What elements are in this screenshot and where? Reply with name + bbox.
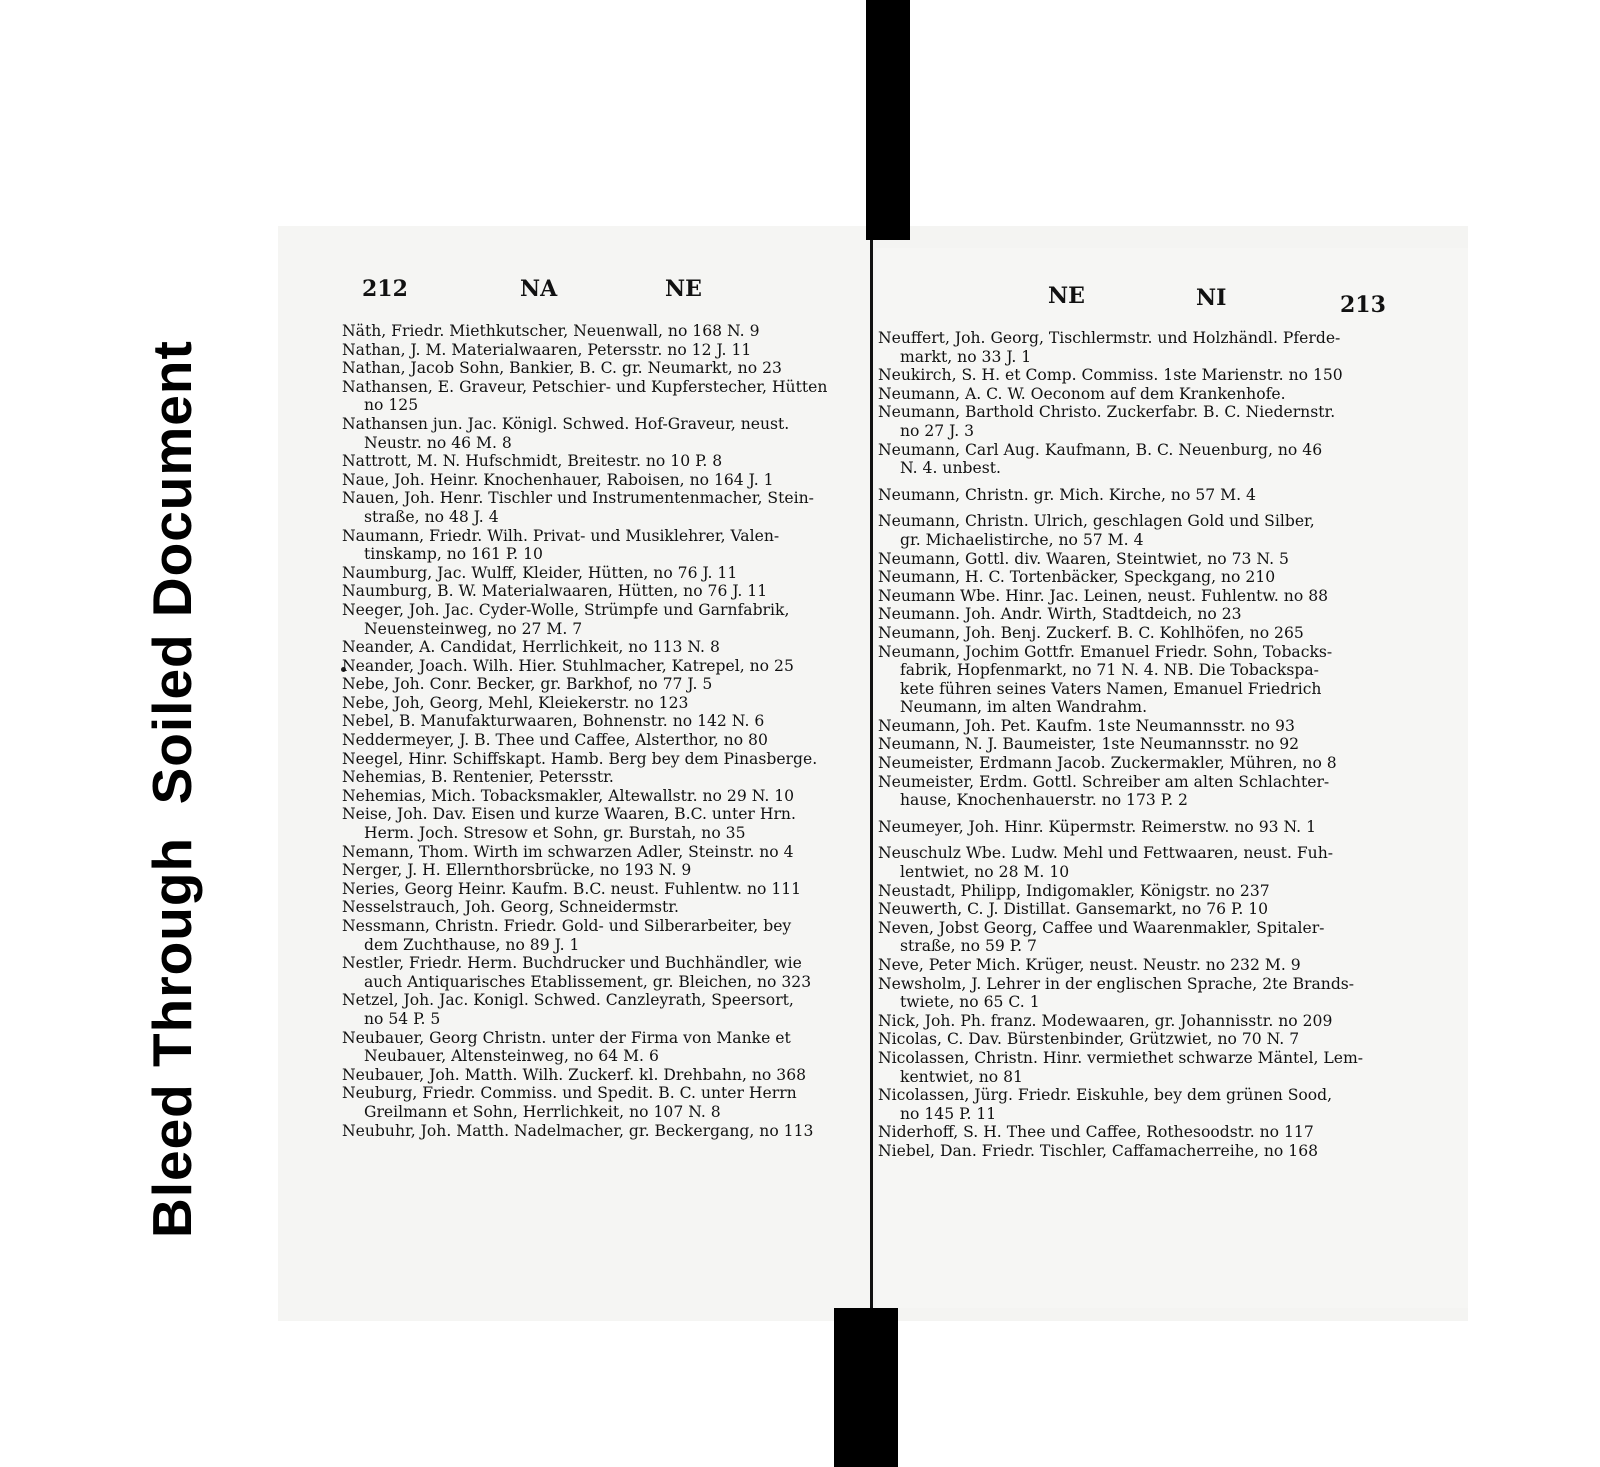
directory-entry (878, 605, 1398, 624)
entry-line: Neubauer, Georg Christn. unter der Firma von Manke et (342, 1028, 791, 1047)
entry-continuation: lentwiet, no 28 M. 10 (900, 863, 1070, 882)
directory-entry (342, 1122, 857, 1141)
directory-entry (342, 341, 857, 360)
entry-line: Neumann Wbe. Hinr. Jac. Leinen, neust. Fuhlentw. no 88 (878, 586, 1329, 605)
entry-line: Nestler, Friedr. Herm. Buchdrucker und Buchhändler, wie (342, 954, 802, 973)
entry-line: Nicolassen, Jürg. Friedr. Eiskuhle, bey dem grünen Sood, (878, 1086, 1333, 1105)
left-directory-column (342, 322, 857, 1140)
entry-continuation: N. 4. unbest. (900, 459, 1001, 478)
entry-line: Neumann, Christn. gr. Mich. Kirche, no 57 M. 4 (878, 485, 1256, 504)
entry-continuation: gr. Michaelistirche, no 57 M. 4 (900, 530, 1144, 549)
right-header-ni: NI (1196, 285, 1227, 311)
entry-line: Neuwerth, C. J. Distillat. Gansemarkt, no 76 P. 10 (878, 900, 1269, 919)
directory-entry (342, 322, 857, 341)
entry-continuation: tinskamp, no 161 P. 10 (364, 545, 543, 564)
entry-continuation: Neustr. no 46 M. 8 (364, 433, 512, 452)
entry-line: Neumann, Joh. Pet. Kaufm. 1ste Neumannsstr. no 93 (878, 716, 1295, 735)
entry-continuation: Greilmann et Sohn, Herrlichkeit, no 107 N. 8 (364, 1102, 721, 1121)
entry-line: Neries, Georg Heinr. Kaufm. B.C. neust. Fuhlentw. no 111 (342, 879, 802, 898)
entry-line: Neven, Jobst Georg, Caffee und Waarenmakler, Spitaler- (878, 918, 1325, 937)
directory-entry (878, 587, 1398, 606)
directory-entry (342, 880, 857, 899)
directory-entry (878, 900, 1398, 919)
left-page-number: 212 (362, 276, 408, 302)
top-clamp (866, 0, 910, 240)
directory-entry (878, 1142, 1398, 1161)
directory-entry (342, 489, 857, 526)
entry-line: Neumann, A. C. W. Oeconom auf dem Krankenhofe. (878, 384, 1286, 403)
directory-entry (878, 818, 1398, 837)
directory-entry (878, 844, 1398, 881)
entry-line: Neumann, Joh. Benj. Zuckerf. B. C. Kohlhöfen, no 265 (878, 623, 1304, 642)
entry-continuation: hause, Knochenhauerstr. no 173 P. 2 (900, 791, 1188, 810)
entry-line: Nesselstrauch, Joh. Georg, Schneidermstr. (342, 898, 680, 917)
entry-line: Naumburg, Jac. Wulff, Kleider, Hütten, no 76 J. 11 (342, 563, 738, 582)
entry-line: Neander, Joach. Wilh. Hier. Stuhlmacher, Katrepel, no 25 (342, 656, 794, 675)
directory-entry (878, 956, 1398, 975)
entry-line: Netzel, Joh. Jac. Konigl. Schwed. Canzleyrath, Speersort, (342, 991, 794, 1010)
entry-line: Neumann, H. C. Tortenbäcker, Speckgang, no 210 (878, 568, 1276, 587)
directory-entry (878, 919, 1398, 956)
directory-entry (342, 750, 857, 769)
entry-line: Neise, Joh. Dav. Eisen und kurze Waaren, B.C. unter Hrn. (342, 805, 796, 824)
directory-entry (878, 403, 1398, 440)
entry-line: Neukirch, S. H. et Comp. Commiss. 1ste Marienstr. no 150 (878, 366, 1343, 385)
directory-entry (878, 717, 1398, 736)
entry-line: Nicolassen, Christn. Hinr. vermiethet schwarze Mäntel, Lem- (878, 1048, 1364, 1067)
directory-entry (342, 954, 857, 991)
directory-entry (342, 768, 857, 787)
entry-line: Neumeyer, Joh. Hinr. Küpermstr. Reimerstw. no 93 N. 1 (878, 817, 1316, 836)
directory-entry (342, 638, 857, 657)
directory-entry (342, 712, 857, 731)
directory-entry (342, 787, 857, 806)
directory-entry (342, 805, 857, 842)
entry-line: Nicolas, C. Dav. Bürstenbinder, Grützwiet, no 70 N. 7 (878, 1030, 1300, 1049)
entry-continuation: fabrik, Hopfenmarkt, no 71 N. 4. NB. Die Tobackspa- (900, 661, 1319, 680)
directory-entry (342, 601, 857, 638)
entry-line: Neve, Peter Mich. Krüger, neust. Neustr. no 232 M. 9 (878, 956, 1301, 974)
directory-entry (342, 564, 857, 583)
directory-entry (342, 991, 857, 1028)
directory-entry (342, 731, 857, 750)
entry-line: Nehemias, B. Rentenier, Petersstr. (342, 768, 614, 787)
directory-entry (878, 568, 1398, 587)
directory-entry (878, 1012, 1398, 1031)
entry-continuation: twiete, no 65 C. 1 (900, 993, 1040, 1012)
directory-entry (342, 843, 857, 862)
book-spine (870, 230, 873, 1320)
directory-entry (342, 898, 857, 917)
directory-entry (342, 452, 857, 471)
entry-line: Neumeister, Erdm. Gottl. Schreiber am alten Schlachter- (878, 772, 1330, 791)
right-header-ne: NE (1048, 283, 1085, 309)
entry-continuation: no 125 (364, 396, 419, 415)
entry-continuation: straße, no 59 P. 7 (900, 937, 1037, 956)
entry-continuation: dem Zuchthause, no 89 J. 1 (364, 935, 580, 954)
entry-line: Naumburg, B. W. Materialwaaren, Hütten, no 76 J. 11 (342, 582, 768, 601)
left-header-ne: NE (665, 276, 702, 302)
entry-line: Neddermeyer, J. B. Thee und Caffee, Alsterthor, no 80 (342, 731, 768, 750)
directory-entry (878, 754, 1398, 773)
entry-line: Nebel, B. Manufakturwaaren, Bohnenstr. no 142 N. 6 (342, 712, 765, 731)
directory-entry (878, 1123, 1398, 1142)
entry-line: Neumann, N. J. Baumeister, 1ste Neumannsstr. no 92 (878, 735, 1300, 754)
entry-line: Neumeister, Erdmann Jacob. Zuckermakler, Mühren, no 8 (878, 754, 1337, 773)
entry-line: Nessmann, Christn. Friedr. Gold- und Silberarbeiter, bey (342, 917, 792, 935)
entry-continuation: kentwiet, no 81 (900, 1067, 1023, 1086)
entry-line: Naumann, Friedr. Wilh. Privat- und Musiklehrer, Valen- (342, 526, 780, 545)
directory-entry (878, 329, 1398, 366)
entry-continuation: Neumann, im alten Wandrahm. (900, 698, 1148, 717)
entry-line: Neuffert, Joh. Georg, Tischlermstr. und Holzhändl. Pferde- (878, 329, 1341, 347)
entry-line: Nathansen jun. Jac. Königl. Schwed. Hof-Graveur, neust. (342, 414, 790, 433)
entry-line: Nemann, Thom. Wirth im schwarzen Adler, Steinstr. no 4 (342, 842, 794, 861)
entry-continuation: markt, no 33 J. 1 (900, 347, 1032, 366)
directory-entry (878, 643, 1398, 717)
directory-entry (342, 1066, 857, 1085)
entry-line: Neeger, Joh. Jac. Cyder-Wolle, Strümpfe und Garnfabrik, (342, 600, 790, 619)
directory-entry (342, 917, 857, 954)
directory-entry (878, 882, 1398, 901)
directory-entry (342, 471, 857, 490)
entry-continuation: Neuensteinweg, no 27 M. 7 (364, 619, 583, 638)
directory-entry (878, 550, 1398, 569)
directory-entry (342, 861, 857, 880)
right-page-number: 213 (1340, 292, 1386, 318)
directory-entry (342, 694, 857, 713)
directory-entry (342, 1029, 857, 1066)
directory-entry (878, 366, 1398, 385)
entry-line: Neegel, Hinr. Schiffskapt. Hamb. Berg bey dem Pinasberge. (342, 749, 818, 768)
entry-line: Nattrott, M. N. Hufschmidt, Breitestr. no 10 P. 8 (342, 452, 723, 471)
bottom-clamp (834, 1308, 898, 1467)
entry-line: Newsholm, J. Lehrer in der englischen Sprache, 2te Brands- (878, 974, 1355, 993)
entry-line: Nehemias, Mich. Tobacksmakler, Altewallstr. no 29 N. 10 (342, 786, 795, 805)
entry-continuation: no 54 P. 5 (364, 1009, 441, 1028)
entry-continuation: auch Antiquarisches Etablissement, gr. Bleichen, no 323 (364, 972, 812, 991)
entry-line: Nerger, J. H. Ellernthorsbrücke, no 193 N. 9 (342, 861, 692, 880)
directory-entry (342, 582, 857, 601)
entry-continuation: straße, no 48 J. 4 (364, 507, 499, 526)
directory-entry (878, 624, 1398, 643)
directory-entry (878, 1049, 1398, 1086)
directory-entry (342, 675, 857, 694)
directory-entry (342, 415, 857, 452)
entry-line: Nebe, Joh. Conr. Becker, gr. Barkhof, no 77 J. 5 (342, 675, 713, 694)
entry-line: Nick, Joh. Ph. franz. Modewaaren, gr. Johannisstr. no 209 (878, 1011, 1333, 1030)
directory-entry (342, 1084, 857, 1121)
entry-line: Neuburg, Friedr. Commiss. und Spedit. B. C. unter Herrn (342, 1084, 797, 1103)
entry-line: Neumann, Jochim Gottfr. Emanuel Friedr. Sohn, Tobacks- (878, 642, 1333, 661)
top-clamp-band (866, 226, 910, 240)
directory-entry (878, 975, 1398, 1012)
entry-line: Neumann, Carl Aug. Kaufmann, B. C. Neuenburg, no 46 (878, 440, 1323, 459)
directory-entry (878, 441, 1398, 478)
entry-line: Neumann, Christn. Ulrich, geschlagen Gold und Silber, (878, 512, 1315, 531)
entry-continuation: Neubauer, Altensteinweg, no 64 M. 6 (364, 1047, 659, 1066)
entry-line: Nathan, J. M. Materialwaaren, Petersstr. no 12 J. 11 (342, 340, 752, 359)
directory-entry (878, 486, 1398, 505)
degradation-stamp: Bleed Through Soiled Document (141, 340, 203, 1238)
entry-continuation: Herm. Joch. Stresow et Sohn, gr. Burstah, no 35 (364, 824, 746, 843)
entry-line: Neumann, Gottl. div. Waaren, Steintwiet, no 73 N. 5 (878, 549, 1289, 568)
directory-entry (878, 1030, 1398, 1049)
directory-entry (342, 657, 857, 676)
directory-entry (342, 359, 857, 378)
directory-entry (878, 1086, 1398, 1123)
entry-continuation: no 145 P. 11 (900, 1104, 997, 1123)
directory-entry (342, 527, 857, 564)
entry-line: Neumann. Joh. Andr. Wirth, Stadtdeich, no 23 (878, 605, 1242, 624)
entry-line: Neander, A. Candidat, Herrlichkeit, no 113 N. 8 (342, 638, 720, 657)
entry-line: Nauen, Joh. Henr. Tischler und Instrumentenmacher, Stein- (342, 489, 814, 508)
entry-line: Neumann, Barthold Christo. Zuckerfabr. B. C. Niedernstr. (878, 403, 1336, 422)
directory-entry (878, 735, 1398, 754)
entry-continuation: no 27 J. 3 (900, 421, 975, 440)
entry-line: Neubauer, Joh. Matth. Wilh. Zuckerf. kl. Drehbahn, no 368 (342, 1065, 807, 1084)
left-header-na: NA (520, 276, 558, 302)
entry-line: Nebe, Joh, Georg, Mehl, Kleiekerstr. no 123 (342, 693, 689, 712)
entry-line: Neuschulz Wbe. Ludw. Mehl und Fettwaaren, neust. Fuh- (878, 844, 1334, 863)
entry-line: Nathan, Jacob Sohn, Bankier, B. C. gr. Neumarkt, no 23 (342, 359, 782, 378)
entry-continuation: kete führen seines Vaters Namen, Emanuel Friedrich (900, 679, 1322, 698)
entry-line: Niebel, Dan. Friedr. Tischler, Caffamacherreihe, no 168 (878, 1141, 1319, 1160)
directory-entry (878, 773, 1398, 810)
entry-line: Neubuhr, Joh. Matth. Nadelmacher, gr. Beckergang, no 113 (342, 1121, 814, 1140)
entry-line: Naue, Joh. Heinr. Knochenhauer, Raboisen, no 164 J. 1 (342, 470, 774, 489)
directory-entry (878, 512, 1398, 549)
entry-line: Neustadt, Philipp, Indigomakler, Königstr. no 237 (878, 881, 1270, 900)
entry-line: Näth, Friedr. Miethkutscher, Neuenwall, no 168 N. 9 (342, 322, 760, 340)
directory-entry (878, 385, 1398, 404)
entry-line: Nathansen, E. Graveur, Petschier- und Kupferstecher, Hütten (342, 377, 828, 396)
directory-entry (342, 378, 857, 415)
right-directory-column (878, 329, 1398, 1161)
entry-line: Niderhoff, S. H. Thee und Caffee, Rothesoodstr. no 117 (878, 1123, 1314, 1142)
